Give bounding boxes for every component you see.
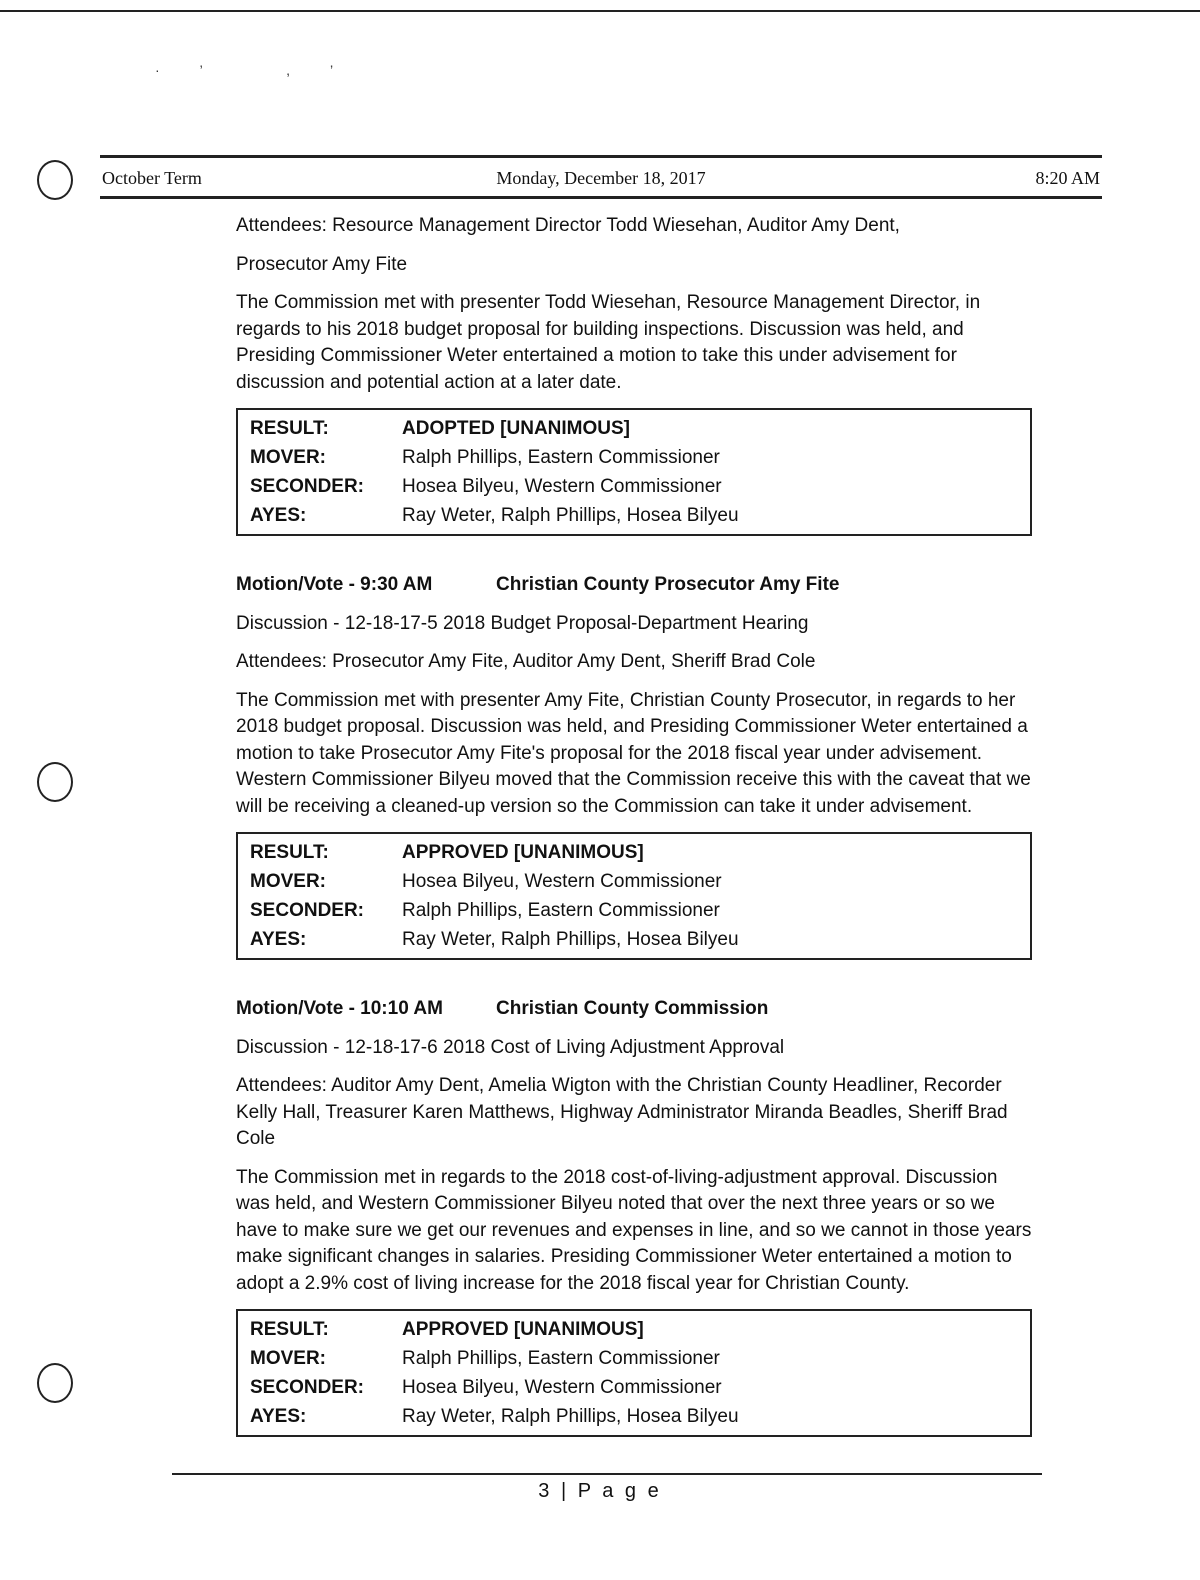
vote-row-result	[250, 838, 1018, 867]
vote-table-1	[236, 408, 1032, 536]
intro-attendees-cont: Prosecutor Amy Fite	[236, 253, 408, 275]
page-header	[100, 155, 1102, 199]
vote-row-mover	[250, 867, 1018, 896]
vote-table-3	[236, 1309, 1032, 1437]
minutes-body	[236, 213, 1036, 1473]
seconder-label: SECONDER:	[250, 476, 365, 497]
term-label: October Term	[102, 168, 202, 188]
vote-row-ayes	[250, 925, 1018, 954]
vote-row-seconder	[250, 472, 1018, 501]
vote-row-ayes	[250, 501, 1018, 530]
seconder-value: Ralph Phillips, Eastern Commissioner	[402, 900, 720, 921]
seconder-value: Hosea Bilyeu, Western Commissioner	[402, 1377, 722, 1398]
punch-hole-bottom	[37, 1363, 73, 1403]
section-3-heading	[236, 996, 1036, 1023]
ayes-label: AYES:	[250, 929, 307, 950]
ayes-label: AYES:	[250, 505, 307, 526]
ayes-value: Ray Weter, Ralph Phillips, Hosea Bilyeu	[402, 505, 739, 526]
mover-value: Ralph Phillips, Eastern Commissioner	[402, 1348, 720, 1369]
section-2-title: Christian County Prosecutor Amy Fite	[496, 574, 840, 595]
vote-row-mover	[250, 443, 1018, 472]
punch-hole-middle	[37, 762, 73, 802]
ayes-value: Ray Weter, Ralph Phillips, Hosea Bilyeu	[402, 929, 739, 950]
top-edge-rule	[0, 10, 1200, 12]
seconder-label: SECONDER:	[250, 900, 365, 921]
mover-value: Ralph Phillips, Eastern Commissioner	[402, 447, 720, 468]
intro-attendees: Attendees: Resource Management Director Todd Wiesehan, Auditor Amy Dent,	[236, 215, 900, 236]
section-2-discussion: Discussion - 12-18-17-5 2018 Budget Proposal-Department Hearing	[236, 612, 809, 634]
meeting-date: Monday, December 18, 2017	[496, 168, 706, 188]
section-2-time: Motion/Vote - 9:30 AM	[236, 574, 433, 595]
vote-row-mover	[250, 1344, 1018, 1373]
footer-rule	[172, 1473, 1042, 1475]
section-2-body: The Commission met with presenter Amy Fite, Christian County Prosecutor, in regards to her 2018 budget proposal. Discussion was held, and Presiding Commissioner Weter entertained a motion to take Prosecutor Amy Fite's proposal for the 2018 fiscal year under advisement. Western Commissioner Bilyeu moved that the Commission receive this with the caveat that we will be receiving a cleaned-up version so the Commission can take it under advisement.	[236, 689, 1031, 817]
page-number: 3 | P a g e	[538, 1480, 662, 1502]
mover-label: MOVER:	[250, 871, 326, 892]
seconder-label: SECONDER:	[250, 1377, 365, 1398]
result-value: APPROVED [UNANIMOUS]	[402, 1319, 644, 1340]
vote-row-result	[250, 1315, 1018, 1344]
result-value: ADOPTED [UNANIMOUS]	[402, 418, 630, 439]
section-3-time: Motion/Vote - 10:10 AM	[236, 998, 443, 1019]
vote-row-ayes	[250, 1402, 1018, 1431]
result-label: RESULT:	[250, 418, 329, 439]
section-2-attendees: Attendees: Prosecutor Amy Fite, Auditor Amy Dent, Sheriff Brad Cole	[236, 651, 816, 672]
ayes-value: Ray Weter, Ralph Phillips, Hosea Bilyeu	[402, 1406, 739, 1427]
vote-row-result	[250, 414, 1018, 443]
vote-table-2	[236, 832, 1032, 960]
section-3-body: The Commission met in regards to the 2018 cost-of-living-adjustment approval. Discussion was held, and Western Commissioner Bilyeu noted that over the next three years or so we have to make sure we get our revenues and expenses in line, and so we cannot in those years make significant changes in salaries. Presiding Commissioner Weter entertained a motion to adopt a 2.9% cost of living increase for the 2018 fiscal year for Christian County.	[236, 1166, 1032, 1294]
vote-row-seconder	[250, 1373, 1018, 1402]
result-value: APPROVED [UNANIMOUS]	[402, 842, 644, 863]
seconder-value: Hosea Bilyeu, Western Commissioner	[402, 476, 722, 497]
result-label: RESULT:	[250, 1319, 329, 1340]
ayes-label: AYES:	[250, 1406, 307, 1427]
meeting-time: 8:20 AM	[1035, 168, 1100, 188]
section-3-discussion: Discussion - 12-18-17-6 2018 Cost of Living Adjustment Approval	[236, 1036, 785, 1058]
mover-label: MOVER:	[250, 1348, 326, 1369]
intro-body: The Commission met with presenter Todd Wiesehan, Resource Management Director, in regards to his 2018 budget proposal for building inspections. Discussion was held, and Presiding Commissioner Weter entertained a motion to take this under advisement for discussion and potential action at a later date.	[236, 292, 981, 393]
vote-row-seconder	[250, 896, 1018, 925]
mover-label: MOVER:	[250, 447, 326, 468]
mover-value: Hosea Bilyeu, Western Commissioner	[402, 871, 722, 892]
scan-specks: ·’ ,’	[155, 62, 374, 78]
section-2-heading	[236, 572, 1036, 599]
section-3-attendees: Attendees: Auditor Amy Dent, Amelia Wigton with the Christian County Headliner, Recorder Kelly Hall, Treasurer Karen Matthews, Highway Administrator Miranda Beadles, Sheriff Brad Cole	[236, 1075, 1008, 1149]
result-label: RESULT:	[250, 842, 329, 863]
punch-hole-top	[37, 160, 73, 200]
section-3-title: Christian County Commission	[496, 998, 769, 1019]
